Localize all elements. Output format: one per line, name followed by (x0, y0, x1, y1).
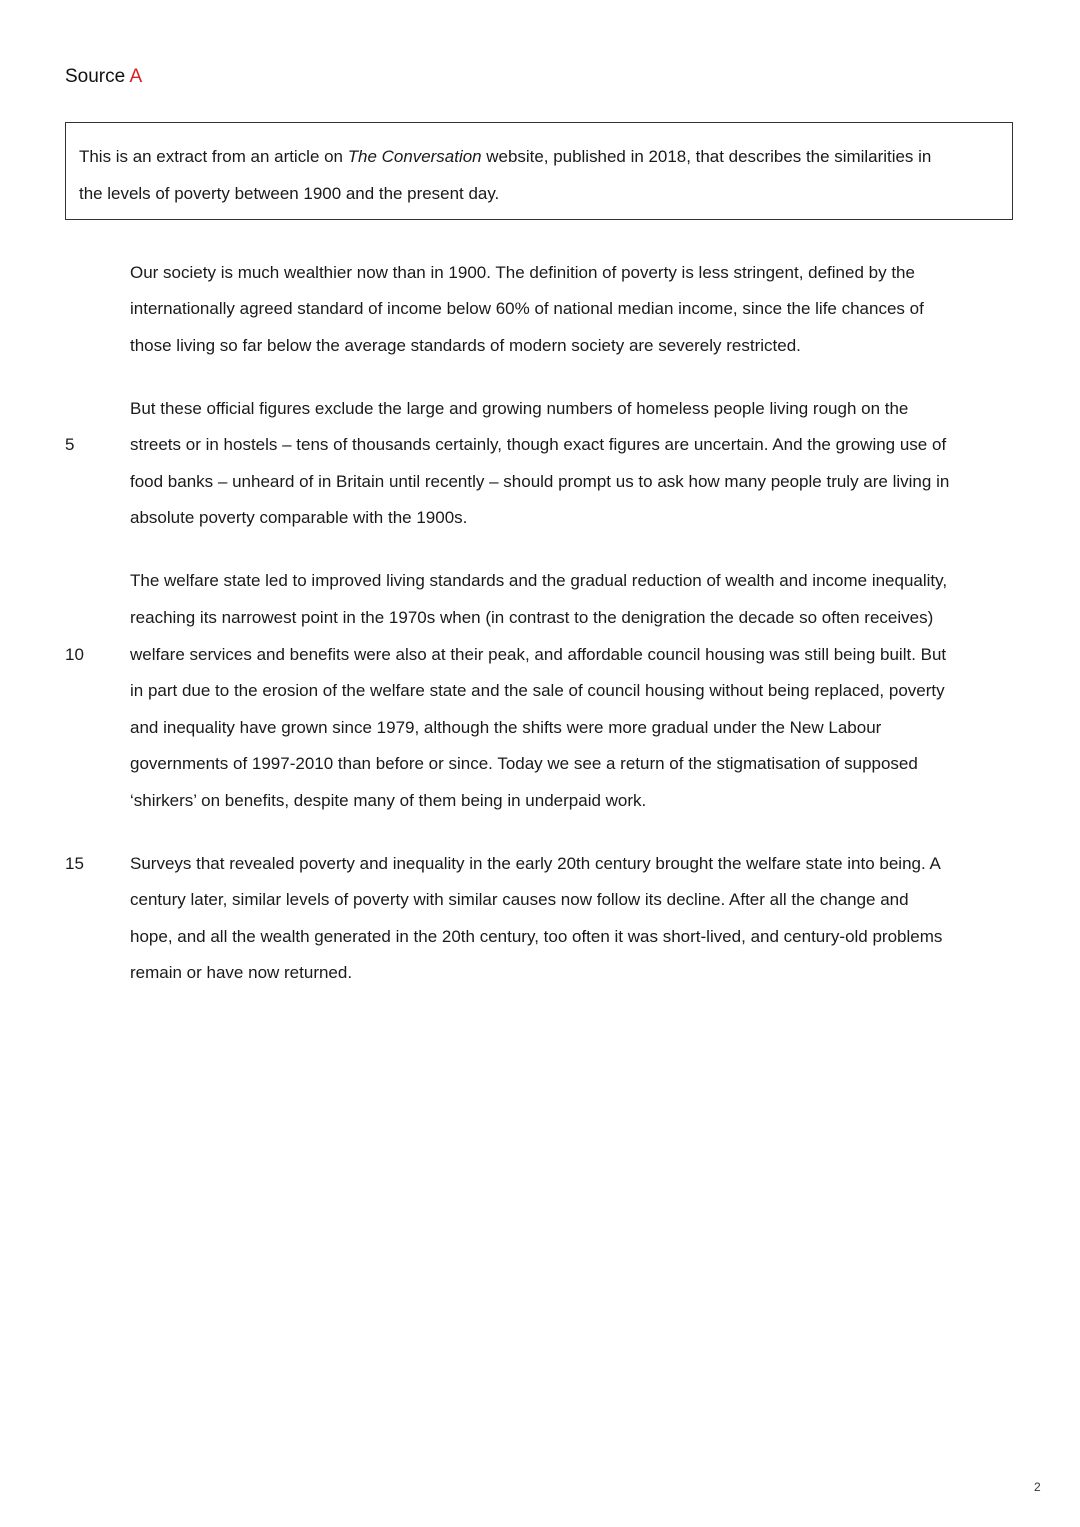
intro-line-2: the levels of poverty between 1900 and the present day. (79, 183, 500, 203)
text-line: food banks – unheard of in Britain until recently – should prompt us to ask how many people truly are living in (130, 472, 950, 491)
source-heading (65, 66, 142, 88)
text-line: Surveys that revealed poverty and inequality in the early 20th century brought the welfare state into being. A (130, 854, 941, 873)
text-line: But these official figures exclude the large and growing numbers of homeless people living rough on the (130, 399, 909, 418)
line-number: 5 (65, 435, 75, 454)
intro-line-1 (79, 139, 997, 176)
source-heading-word: Source (65, 66, 126, 87)
text-line: in part due to the erosion of the welfare state and the sale of council housing without being replaced, poverty (130, 681, 945, 700)
text-line: remain or have now returned. (130, 963, 353, 982)
intro-text-before: This is an extract from an article on (79, 147, 348, 166)
intro-box (65, 122, 1013, 220)
publication-title: The Conversation (347, 147, 482, 166)
text-line: governments of 1997-2010 than before or since. Today we see a return of the stigmatisation of supposed (130, 754, 918, 773)
source-heading-letter: A (129, 66, 143, 87)
line-number: 15 (65, 854, 84, 873)
text-line: absolute poverty comparable with the 1900s. (130, 508, 468, 527)
text-line: welfare services and benefits were also at their peak, and affordable council housing was still being built. But (130, 645, 947, 664)
line-number: 10 (65, 645, 84, 664)
page-number: 2 (1034, 1480, 1041, 1494)
text-line: internationally agreed standard of income below 60% of national median income, since the life chances of (130, 299, 924, 318)
text-line: The welfare state led to improved living standards and the gradual reduction of wealth and income inequality, (130, 571, 948, 590)
text-line: reaching its narrowest point in the 1970s when (in contrast to the denigration the decade so often receives) (130, 608, 934, 627)
text-line: ‘shirkers’ on benefits, despite many of them being in underpaid work. (130, 791, 647, 810)
intro-text-after: website, published in 2018, that describes the similarities in (481, 147, 932, 166)
text-line: Our society is much wealthier now than in 1900. The definition of poverty is less stringent, defined by the (130, 263, 915, 282)
text-line: streets or in hostels – tens of thousands certainly, though exact figures are uncertain. And the growing use of (130, 435, 947, 454)
text-line: those living so far below the average standards of modern society are severely restricted. (130, 336, 801, 355)
text-line: hope, and all the wealth generated in the 20th century, too often it was short-lived, and century-old problems (130, 927, 943, 946)
text-line: and inequality have grown since 1979, although the shifts were more gradual under the New Labour (130, 718, 882, 737)
text-line: century later, similar levels of poverty with similar causes now follow its decline. After all the change and (130, 890, 909, 909)
